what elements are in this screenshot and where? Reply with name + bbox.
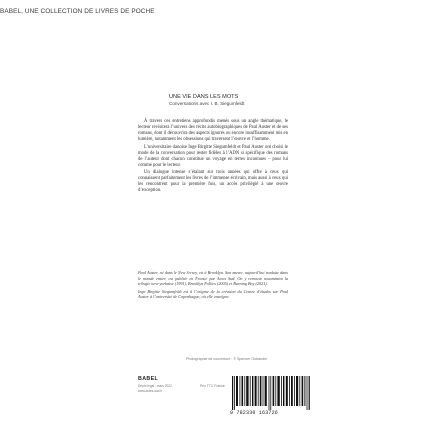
- cover-photo-credit: Photographie de couverture : © Spencer Ostrander: [186, 357, 268, 361]
- back-cover-blurb: [138, 119, 288, 195]
- bio-paragraph: Paul Auster, né dans le New Jersey, vit à Brooklyn. Son œuvre, aujourd’hui traduite dans le monde entier, est publiée en France par Actes Sud. On y retrouve notamment la trilogie new-yorkaise (1991), Brooklyn Follies (2005) et Burning Boy (2021).: [138, 270, 288, 286]
- barcode-icon: [232, 376, 310, 410]
- blurb-paragraph: L’universitaire danoise Inge Birgitte Siegumfeldt et Paul Auster ont choisi le mode de la conversation pour rester fidèles à l’ADN si spécifique des romans de l’auteur dont chacun constitue un voyage en terres inconnues – pour lui comme pour le lecteur.: [138, 144, 288, 168]
- publisher-line: Dépôt légal : mars 2022: [138, 384, 172, 388]
- book-subtitle: Conversations avec I. B. Siegumfeldt: [169, 101, 245, 106]
- blurb-paragraph: Un dialogue intense s’étalant sur trois années qui offre à ceux qui connaissent parfaitement les livres de l’immense écrivain, mais aussi à ceux qui les rencontrent pour la première fois, un accès privilégié à une œuvre d’exception.: [138, 170, 288, 194]
- blurb-paragraph: À travers ces entretiens approfondis menés sous un angle thématique, le lecteur revisitera l’univers des récits autobiographiques de Paul Auster et de ses romans, dont il découvrira des aspects ignorés ou encore insuffisamment mis en lumière, notamment les obsessions qui traversent l’œuvre et l’homme.: [138, 119, 288, 143]
- publisher-line: www.actes-sud.fr: [138, 389, 163, 393]
- isbn-number: 9 782330 163726: [230, 410, 279, 416]
- price-label: Prix TTC France: [200, 384, 225, 388]
- series-header: BABEL, UNE COLLECTION DE LIVRES DE POCHE: [0, 8, 155, 15]
- book-title: UNE VIE DANS LES MOTS: [169, 94, 239, 100]
- publisher-logo: BABEL: [138, 376, 159, 382]
- bio-paragraph: Inge Birgitte Siegumfeldt est à l’origine de la création du Centre d’études sur Paul Auster à l’université de Copenhague, où elle enseigne.: [138, 288, 288, 299]
- author-bio: [138, 270, 288, 300]
